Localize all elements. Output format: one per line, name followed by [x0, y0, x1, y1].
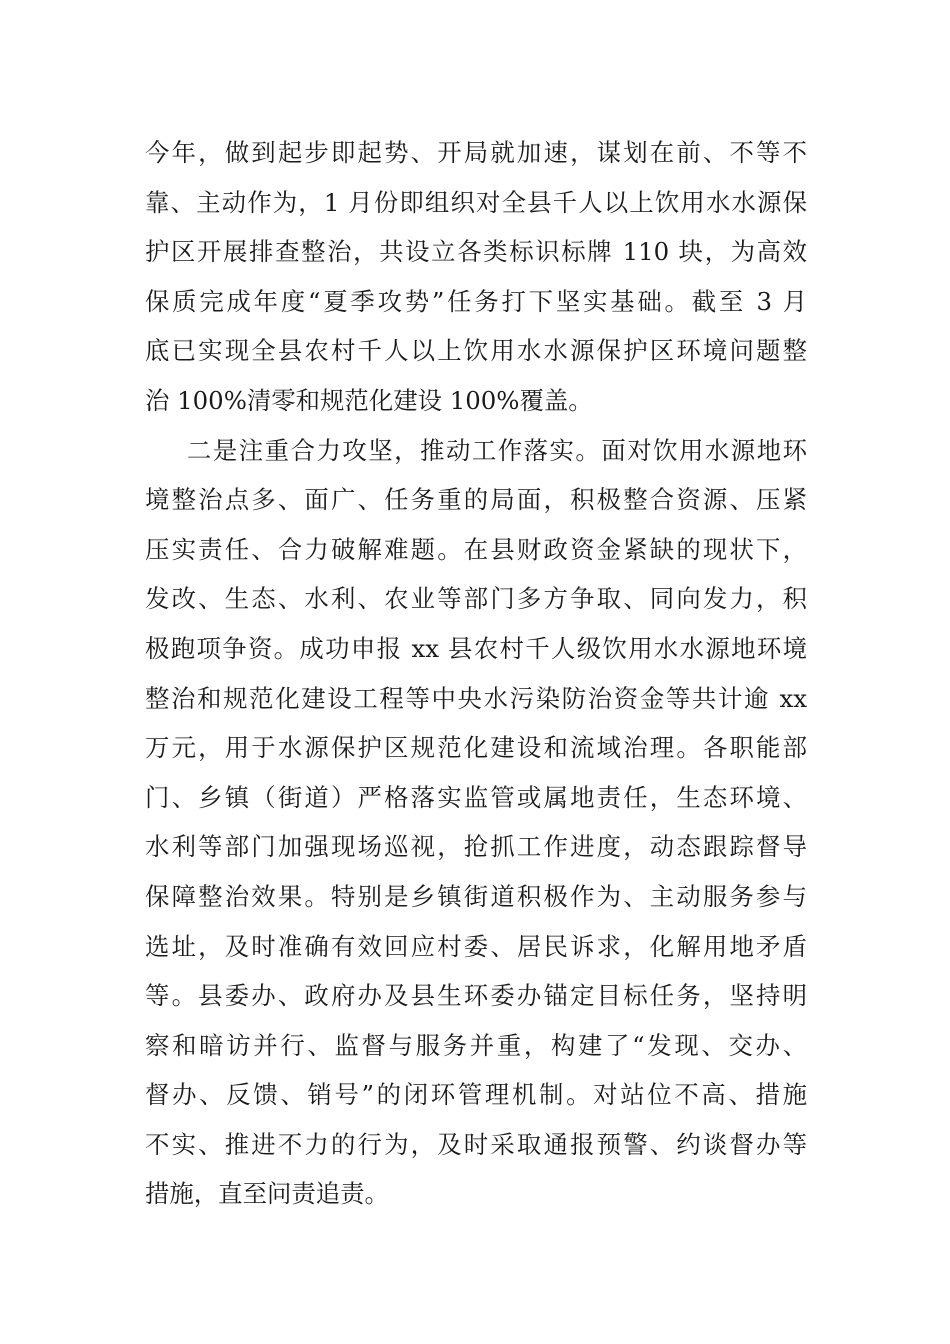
text-line: 等。县委办、政府办及县生环委办锚定目标任务，坚持明 — [145, 981, 807, 1011]
text-line: 境整治点多、面广、任务重的局面，积极整合资源、压紧 — [145, 485, 807, 515]
text-line: 治 100%清零和规范化建设 100%覆盖。 — [145, 385, 593, 415]
text-line: 发改、生态、水利、农业等部门多方争取、同向发力，积 — [145, 584, 807, 614]
text-line: 护区开展排查整治，共设立各类标识标牌 110 块，为高效 — [145, 237, 807, 267]
paragraph-first-line: 二是注重合力攻坚，推动工作落实。面对饮用水源地环 — [187, 435, 807, 465]
text-line: 不实、推进不力的行为，及时采取通报预警、约谈督办等 — [145, 1129, 807, 1159]
document-body — [145, 128, 807, 1219]
text-line: 措施，直至问责追责。 — [145, 1179, 389, 1209]
text-line: 选址，及时准确有效回应村委、居民诉求，化解用地矛盾 — [145, 931, 807, 961]
text-line: 督办、反馈、销号”的闭环管理机制。对站位不高、措施 — [145, 1080, 807, 1110]
text-line: 靠、主动作为，1 月份即组织对全县千人以上饮用水水源保 — [145, 187, 807, 217]
text-line: 极跑项争资。成功申报 xx 县农村千人级饮用水水源地环境 — [145, 633, 807, 663]
text-line: 整治和规范化建设工程等中央水污染防治资金等共计逾 xx — [145, 683, 807, 713]
text-line: 保质完成年度“夏季攻势”任务打下坚实基础。截至 3 月 — [145, 286, 807, 316]
text-line: 压实责任、合力破解难题。在县财政资金紧缺的现状下， — [145, 534, 807, 564]
text-line: 保障整治效果。特别是乡镇街道积极作为、主动服务参与 — [145, 881, 807, 911]
text-line: 底已实现全县农村千人以上饮用水水源保护区环境问题整 — [145, 336, 807, 366]
text-line: 万元，用于水源保护区规范化建设和流域治理。各职能部 — [145, 733, 807, 763]
text-line: 门、乡镇（街道）严格落实监管或属地责任，生态环境、 — [145, 782, 807, 812]
text-line: 今年，做到起步即起势、开局就加速，谋划在前、不等不 — [145, 138, 807, 167]
text-line: 水利等部门加强现场巡视，抢抓工作进度，动态跟踪督导 — [145, 832, 807, 862]
text-line: 察和暗访并行、监督与服务并重，构建了“发现、交办、 — [145, 1030, 807, 1060]
